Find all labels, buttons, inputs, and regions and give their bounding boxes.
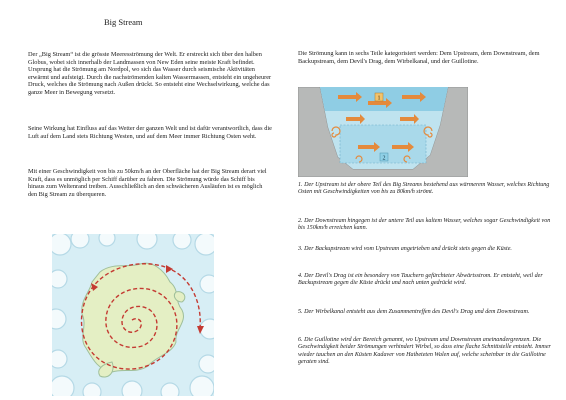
caption-guillotine: 6. Die Guillotine wird der Bereich genannt, wo Upstream und Downstream aneinandergrenzen. Die Geschwindigkeit beider Strömungen verhindert Wirbel, so dass eine flache Schnittstelle entsteht. Immer wieder tauchen an den Küsten Kadaver von Haibeteten Walen auf, welche scheinbar in die Guillotine geraten sind. <box>298 337 551 365</box>
caption-downstream: 2. Der Downstream hingegen ist der untere Teil aus kaltem Wasser, welches sogar Geschwindigkeit von bis 150km/h erreichen kann. <box>298 218 551 232</box>
paragraph-origin: Der „Big Stream“ ist die grösste Meeresströmung der Welt. Er erstreckt sich über den halben Globus, wobei sich innerhalb der Landmassen von New Eden seine meiste Kraft befindet. Ursprung hat die Strömung am Nordpol, wo sich das Wasser durch seismische Aktivitäten erwärmt und aufsteigt. Durch die nachströmenden kalten Wassermassen, entsteht ein ungeheurer Druck, welches die Strömung nach Außen drückt. So entsteht eine Wechselwirkung, welche das ganze Meer in Bewegung versetzt. <box>28 51 272 96</box>
caption-backupstream: 3. Der Backupstream wird vom Upstream angetrieben und drückt stets gegen die Küste. <box>298 246 512 252</box>
page-title: Big Stream <box>104 17 143 27</box>
caption-upstream: 1. Der Upstream ist der obere Teil des Big Streams bestehend aus wärmerem Wasser, welches Richtung Osten mit Geschwindigkeiten von bis zu 80km/h strömt. <box>298 182 550 196</box>
caption-devils-drag: 4. Der Devil's Drag ist ein besondery von Tauchern gefürchteter Abwärtsstrom. Er entsteht, weil der Backupstream gegen die Küste drückt und nach unten gedrückt wird. <box>298 273 543 287</box>
stream-cross-section-diagram <box>298 87 468 177</box>
diagram-label-1: 1 <box>377 95 381 102</box>
paragraph-speed: Mit einer Geschwindigkeit von bis zu 50km/h an der Oberfläche hat der Big Stream derart viel Kraft, dass es unmöglich per Schiff darüber zu fahren. Die Strömung würde das Schiff bis hinaus zum Weltenrand treiben. Ausschließlich an den schwächeren Ausläufen ist es möglich den Big Stream zu überqueren. <box>28 168 267 198</box>
intro-paragraph: Die Strömung kann in sechs Teile kategorisiert werden: Dem Upstream, dem Downstream, dem Backupstream, dem Devil's Drag, dem Wirbelkanal, und der Guillotine. <box>298 50 540 65</box>
big-stream-map-illustration <box>52 234 214 396</box>
diagram-label-2: 2 <box>382 155 386 162</box>
paragraph-weather: Seine Wirkung hat Einfluss auf das Wetter der ganzen Welt und ist dafür verantwortlich, dass die Luft auf dem Land stets Richtung Westen, und auf dem Meer immer Richtung Osten weht. <box>28 125 272 140</box>
caption-wirbelkanal: 5. Der Wirbelkanal entsteht aus dem Zusammentreffen des Devil's Drag und dem Downstream. <box>298 309 530 315</box>
